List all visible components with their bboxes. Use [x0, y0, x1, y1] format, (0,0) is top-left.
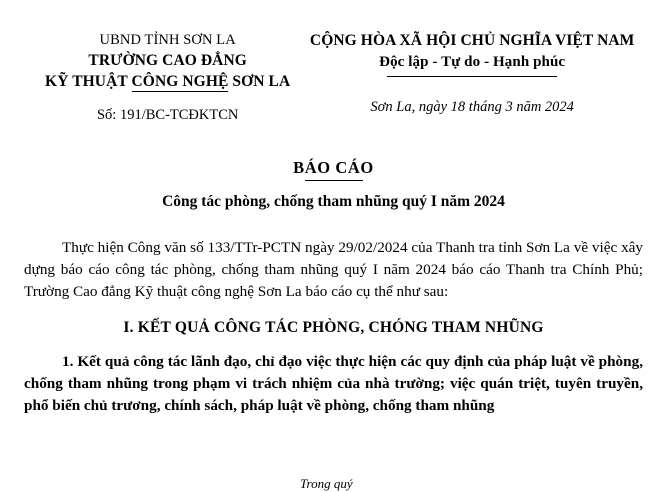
school-name-part-c: SƠN LA [228, 73, 291, 91]
report-subtitle: Công tác phòng, chống tham nhũng quý I năm 2024 [162, 192, 505, 210]
intro-paragraph-text: Thực hiện Công văn số 133/TTr-PCTN ngày 29/02/2024 của Thanh tra tỉnh Sơn La về việc xây dựng báo cáo công tác phòng, chống tham nhũng quý I năm 2024 báo cáo Thanh tra Chính Phủ; Trường Cao đẳng Kỹ thuật công nghệ Sơn La báo cáo cụ thể như sau: [24, 238, 643, 300]
school-name-line-2 [34, 71, 301, 92]
issuing-authority-block [24, 30, 301, 124]
title-divider [305, 180, 363, 181]
school-name-line-1: TRƯỜNG CAO ĐẲNG [88, 52, 247, 69]
subsection-heading-1-text: 1. Kết quả công tác lãnh đạo, chỉ đạo việc thực hiện các quy định của pháp luật về phòng, chống tham nhũng trong phạm vi trách nhiệm của nhà trường; việc quán triệt, tuyên truyền, phổ biến chủ trương, chính sách, pháp luật về phòng, chống tham nhũng [24, 352, 643, 414]
place-and-date: Sơn La, ngày 18 tháng 3 năm 2024 [370, 99, 574, 116]
national-title: CỘNG HÒA XÃ HỘI CHỦ NGHĨA VIỆT NAM [309, 32, 635, 49]
national-heading-block [301, 30, 643, 116]
document-header [24, 30, 643, 124]
section-heading-1: I. KẾT QUẢ CÔNG TÁC PHÒNG, CHÓNG THAM NHŨNG [123, 318, 544, 336]
province-authority-line: UBND TỈNH SƠN LA [99, 32, 236, 48]
document-number: Số: 191/BC-TCĐKTCN [96, 106, 239, 123]
intro-paragraph [24, 237, 643, 303]
report-title: BÁO CÁO [293, 157, 374, 177]
school-name-part-a: KỸ THUẬT [45, 73, 132, 91]
cut-off-next-paragraph: Trong quý [300, 476, 353, 491]
report-title-block [24, 158, 643, 211]
national-motto: Độc lập - Tự do - Hạnh phúc [379, 54, 566, 70]
school-name-part-b: CÔNG NGHỆ [131, 73, 229, 91]
subsection-heading-1 [24, 351, 643, 417]
motto-divider [387, 76, 557, 77]
